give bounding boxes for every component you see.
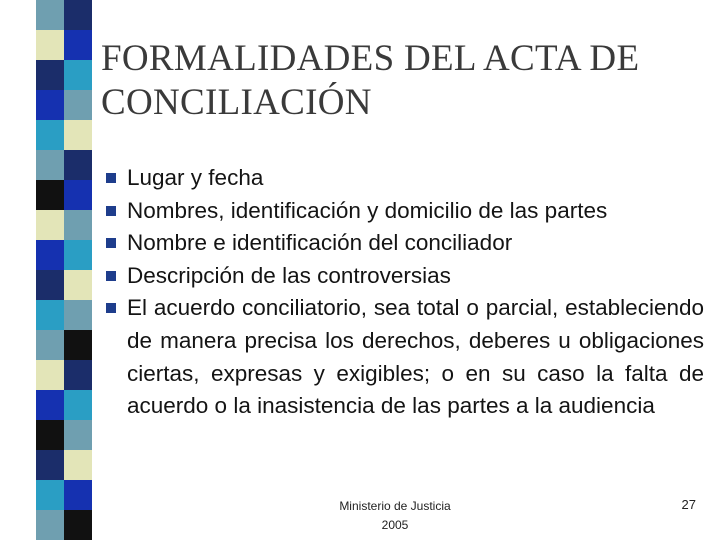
stripe-block — [36, 330, 64, 360]
bullet-text: Nombre e identificación del conciliador — [127, 230, 513, 256]
bullet-text: Lugar y fecha — [127, 165, 264, 190]
stripe-block — [36, 300, 64, 330]
square-bullet-icon — [106, 271, 116, 281]
square-bullet-icon — [106, 173, 116, 183]
stripe-block — [64, 360, 92, 390]
decorative-stripe — [0, 0, 100, 540]
stripe-block — [36, 60, 64, 90]
stripe-block — [64, 90, 92, 120]
bullet-text: Nombres, identificación y domicilio de las partes — [127, 197, 608, 223]
footer-organization — [315, 497, 475, 535]
stripe-block — [64, 270, 92, 300]
square-bullet-icon — [106, 303, 116, 313]
bullet-item — [106, 195, 704, 228]
square-bullet-icon — [106, 206, 116, 216]
stripe-block — [36, 270, 64, 300]
square-bullet-icon — [106, 238, 116, 248]
stripe-block — [36, 120, 64, 150]
stripe-block — [36, 240, 64, 270]
stripe-block — [64, 150, 92, 180]
stripe-block — [36, 450, 64, 480]
page-number: 27 — [681, 497, 696, 512]
stripe-block — [36, 210, 64, 240]
stripe-block — [64, 450, 92, 480]
stripe-block — [36, 0, 64, 30]
stripe-block — [64, 180, 92, 210]
bullet-text: Descripción de las controversias — [127, 262, 451, 288]
stripe-block — [64, 480, 92, 510]
slide-title: FORMALIDADES DEL ACTA DE CONCILIACIÓN — [101, 38, 640, 123]
bullet-item — [106, 227, 704, 260]
stripe-block — [36, 480, 64, 510]
stripe-block — [64, 330, 92, 360]
bullet-item — [106, 260, 704, 293]
stripe-block — [36, 420, 64, 450]
stripe-block — [64, 30, 92, 60]
stripe-block — [64, 210, 92, 240]
stripe-block — [36, 510, 64, 540]
bullet-list — [106, 162, 704, 423]
stripe-block — [64, 120, 92, 150]
stripe-block — [36, 360, 64, 390]
bullet-item — [106, 292, 704, 422]
stripe-block — [36, 390, 64, 420]
stripe-block — [64, 60, 92, 90]
stripe-block — [64, 420, 92, 450]
stripe-block — [64, 300, 92, 330]
stripe-block — [64, 510, 92, 540]
stripe-block — [36, 90, 64, 120]
stripe-block — [64, 390, 92, 420]
stripe-block — [64, 0, 92, 30]
bullet-text: El acuerdo conciliatorio, sea total o parcial, estableciendo de manera precisa los derechos, deberes u obligaciones ciertas, expresas y exigibles; o en su caso la falta de acuerdo o la inasistencia de las partes a la audiencia — [127, 295, 704, 419]
stripe-block — [64, 240, 92, 270]
bullet-item — [106, 162, 704, 195]
footer-line-1: Ministerio de Justicia — [339, 499, 451, 513]
stripe-block — [36, 30, 64, 60]
stripe-block — [36, 180, 64, 210]
footer-line-2: 2005 — [381, 518, 409, 532]
stripe-block — [36, 150, 64, 180]
